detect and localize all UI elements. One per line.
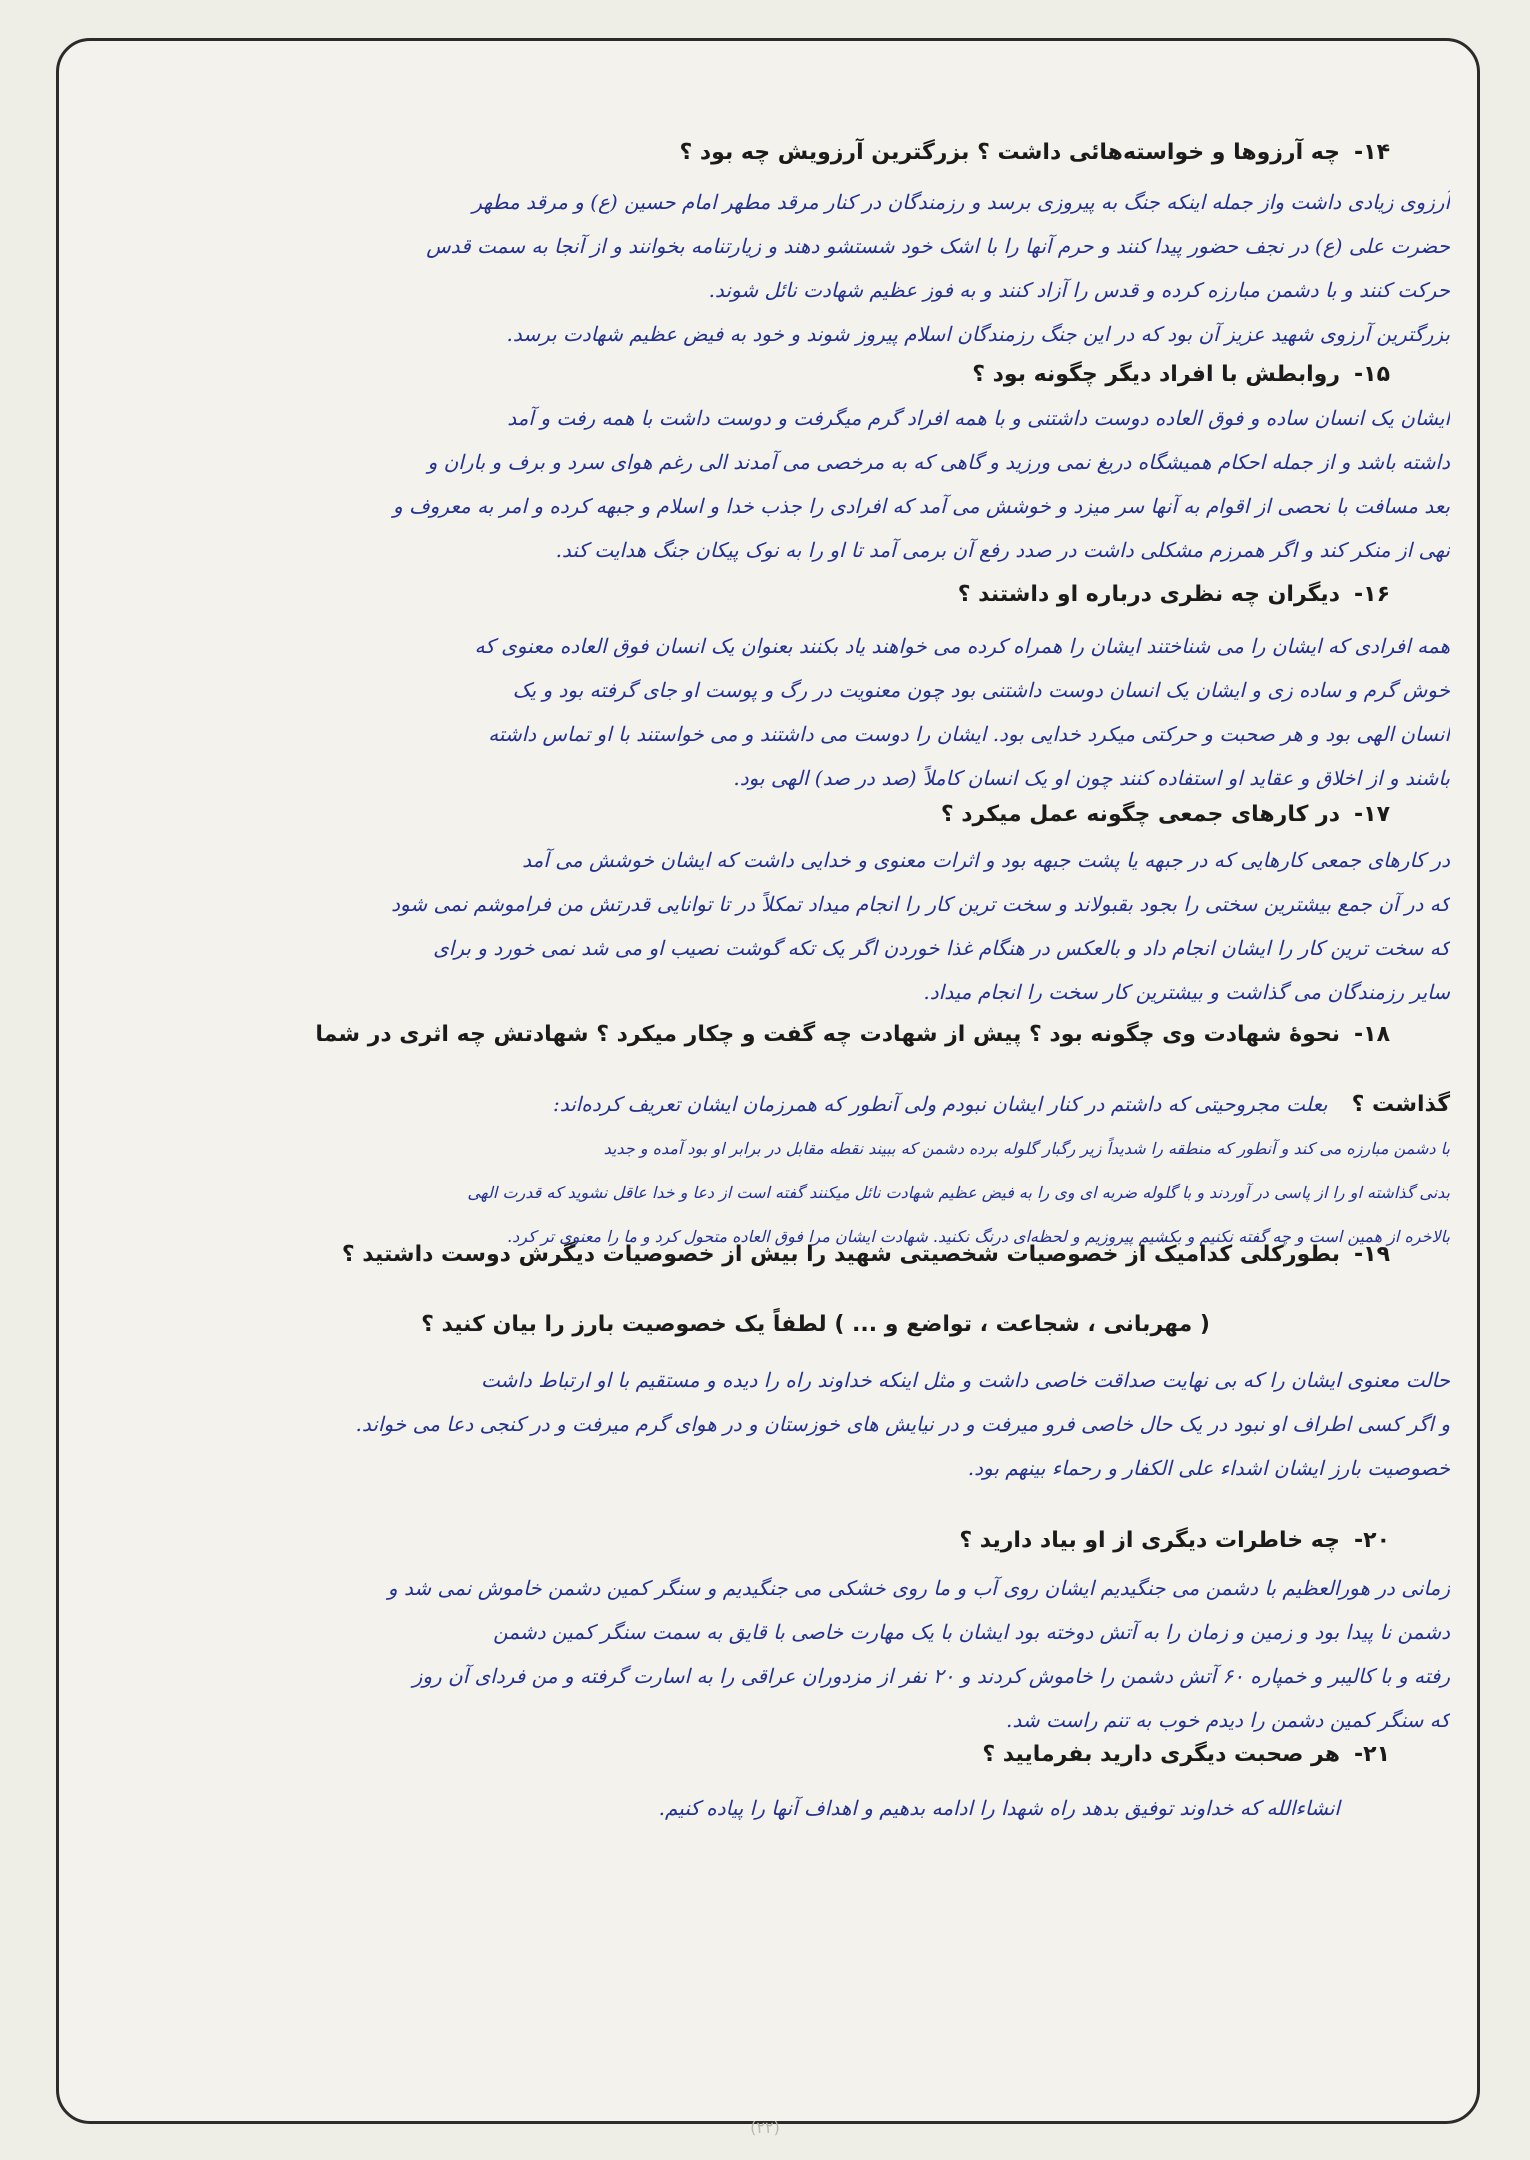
answer-line: حالت معنوی ایشان را که بی نهایت صداقت خاصی داشت و مثل اینکه خداوند راه را دیده و مستقیم با او ارتباط داشت [481, 1368, 1450, 1392]
question-number: ۱۸- [1354, 1022, 1390, 1047]
question-number: ۲۱- [1354, 1742, 1390, 1767]
question-18 [315, 1022, 1390, 1047]
question-number: ۱۵- [1354, 362, 1390, 387]
question-number: ۱۴- [1354, 140, 1390, 165]
answer-line: داشته باشد و از جمله احکام همیشگاه دریغ نمی ورزید و گاهی که به مرخصی می آمدند الی رغم هوای سرد و برف و باران و [427, 450, 1450, 474]
answer-19 [80, 1358, 1450, 1490]
answer-line: دشمن نا پیدا بود و زمین و زمان را به آتش دوخته بود ایشان با یک مهارت خاصی با قایق به سمت سنگر کمین دشمن [493, 1620, 1450, 1644]
answer-line: با دشمن مبارزه می کند و آنطور که منطقه را شدیداً زیر رگبار گلوله برده دشمن که ببیند نقطه مقابل در برابر او بود آمده و جدید [603, 1139, 1450, 1158]
answer-line [80, 1082, 1450, 1127]
answer-line: که سنگر کمین دشمن را دیدم خوب به تنم راست شد. [1005, 1708, 1450, 1732]
answer-line: باشند و از اخلاق و عقاید او استفاده کنند چون او یک انسان کاملاً (صد در صد) الهی بود. [733, 766, 1450, 790]
question-19-continuation: ( مهربانی ، شجاعت ، تواضع و ... ) لطفاً یک خصوصیت بارز را بیان کنید ؟ [421, 1312, 1210, 1337]
answer-line: انسان الهی بود و هر صحبت و حرکتی میکرد خدایی بود. ایشان را دوست می داشتند و می خواستند با او تماس داشته [488, 722, 1450, 746]
answer-16 [80, 624, 1450, 800]
answer-line: زمانی در هورالعظیم با دشمن می جنگیدیم ایشان روی آب و ما روی خشکی می جنگیدیم و سنگر کمین دشمن خاموش نمی شد و [387, 1576, 1450, 1600]
answer-line: نهی از منکر کند و اگر همرزم مشکلی داشت در صدد رفع آن برمی آمد تا او را به نوک پیکان جنگ هدایت کند. [555, 538, 1450, 562]
question-text: هر صحبت دیگری دارید بفرمایید ؟ [982, 1742, 1340, 1767]
answer-17 [80, 838, 1450, 1014]
answer-18 [80, 1082, 1450, 1259]
question-number: ۱۶- [1354, 582, 1390, 607]
answer-line: و اگر کسی اطراف او نبود در یک حال خاصی فرو میرفت و در نیایش های خوزستان و در هوای گرم میرفت و در کنجی دعا می خواند. [355, 1412, 1450, 1436]
answer-line: سایر رزمندگان می گذاشت و بیشترین کار سخت را انجام میداد. [923, 980, 1450, 1004]
answer-20 [80, 1566, 1450, 1742]
question-15 [972, 362, 1390, 387]
answer-line: بالاخره از همین است و چه گفته نکنیم و بکشیم پیروزیم و لحظه‌ای درنگ نکنید. شهادت ایشان مرا فوق العاده متحول کرد و ما را معنوی تر کرد. [507, 1227, 1450, 1246]
question-text: چه آرزوها و خواسته‌هائی داشت ؟ بزرگترین آرزویش چه بود ؟ [679, 140, 1340, 165]
question-19 [342, 1242, 1390, 1267]
question-number: ۲۰- [1354, 1528, 1390, 1553]
question-text: بطورکلی کدامیک از خصوصیات شخصیتی شهید را بیش از خصوصیات دیگرش دوست داشتید ؟ [341, 1242, 1340, 1267]
question-14 [679, 140, 1390, 165]
answer-line: رفته و با کالیبر و خمپاره ۶۰ آتش دشمن را خاموش کردند و ۲۰ نفر از مزدوران عراقی را به اسارت گرفته و من فردای آن روز [412, 1664, 1450, 1688]
question-text: دیگران چه نظری درباره او داشتند ؟ [957, 582, 1340, 607]
answer-line: خوش گرم و ساده زی و ایشان یک انسان دوست داشتنی بود چون معنویت در رگ و پوست او جای گرفته بود و یک [512, 678, 1450, 702]
question-number: ۱۷- [1354, 802, 1390, 827]
question-text: در کارهای جمعی چگونه عمل میکرد ؟ [940, 802, 1340, 827]
answer-line: همه افرادی که ایشان را می شناختند ایشان را همراه کرده می خواهند یاد بکنند بعنوان یک انسان فوق العاده معنوی که [474, 634, 1450, 658]
answer-21 [80, 1786, 1450, 1830]
answer-line: حرکت کنند و با دشمن مبارزه کرده و قدس را آزاد کنند و به فوز عظیم شهادت نائل شوند. [708, 278, 1450, 302]
answer-line: آرزوی زیادی داشت واز جمله اینکه جنگ به پیروزی برسد و رزمندگان در کنار مرقد مطهر امام حسین (ع) و مرقد مطهر [472, 190, 1450, 214]
answer-line: حضرت علی (ع) در نجف حضور پیدا کنند و حرم آنها را با اشک خود شستشو دهند و زیارتنامه بخوانند و از آنجا به سمت قدس [426, 234, 1450, 258]
question-text: نحوهٔ شهادت وی چگونه بود ؟ پیش از شهادت چه گفت و چکار میکرد ؟ شهادتش چه اثری در شما [315, 1022, 1340, 1047]
answer-line: که در آن جمع بیشترین سختی را بجود بقبولاند و سخت ترین کار را انجام میداد تمکلاً در تا توانایی قدرتش من فراموشم نمی شود [391, 892, 1450, 916]
answer-15 [80, 396, 1450, 572]
question-continuation: گذاشت ؟ [1351, 1092, 1450, 1117]
answer-line: در کارهای جمعی کارهایی که در جبهه یا پشت جبهه بود و اثرات معنوی و خدایی داشت که ایشان خوشش می آمد [522, 848, 1450, 872]
answer-line: که سخت ترین کار را ایشان انجام داد و بالعکس در هنگام غذا خوردن اگر یک تکه گوشت نصیب او می شد نمی خورد و برای [433, 936, 1450, 960]
question-17 [941, 802, 1390, 827]
answer-14 [80, 180, 1450, 356]
answer-intro: بعلت مجروحیتی که داشتم در کنار ایشان نبودم ولی آنطور که همرزمان ایشان تعریف کرده‌اند: [553, 1092, 1328, 1116]
page-number: (۲۲) [750, 2118, 780, 2137]
answer-line: خصوصیت بارز ایشان اشداء علی الکفار و رحماء بینهم بود. [967, 1456, 1450, 1480]
question-text: روابطش با افراد دیگر چگونه بود ؟ [972, 362, 1340, 387]
question-21 [982, 1742, 1390, 1767]
question-16 [958, 582, 1390, 607]
answer-line: بدنی گذاشته او را از پاسی در آوردند و با گلوله ضربه ای وی را به فیض عظیم شهادت نائل میکنند گفته است از دعا و خدا عاقل نشوید که قدرت الهی [467, 1183, 1450, 1202]
question-number: ۱۹- [1354, 1242, 1390, 1267]
answer-line: انشاءالله که خداوند توفیق بدهد راه شهدا را ادامه بدهیم و اهداف آنها را پیاده کنیم. [658, 1796, 1340, 1820]
answer-line: بزرگترین آرزوی شهید عزیز آن بود که در این جنگ رزمندگان اسلام پیروز شوند و خود به فیض عظیم شهادت برسد. [506, 322, 1450, 346]
question-text: چه خاطرات دیگری از او بیاد دارید ؟ [959, 1528, 1340, 1553]
answer-line: ایشان یک انسان ساده و فوق العاده دوست داشتنی و با همه افراد گرم میگرفت و دوست داشت با همه رفت و آمد [507, 406, 1450, 430]
question-20 [959, 1528, 1390, 1553]
answer-line: بعد مسافت با نحصی از اقوام به آنها سر میزد و خوشش می آمد که افرادی را جذب خدا و اسلام و جبهه کرده و امر به معروف و [392, 494, 1450, 518]
